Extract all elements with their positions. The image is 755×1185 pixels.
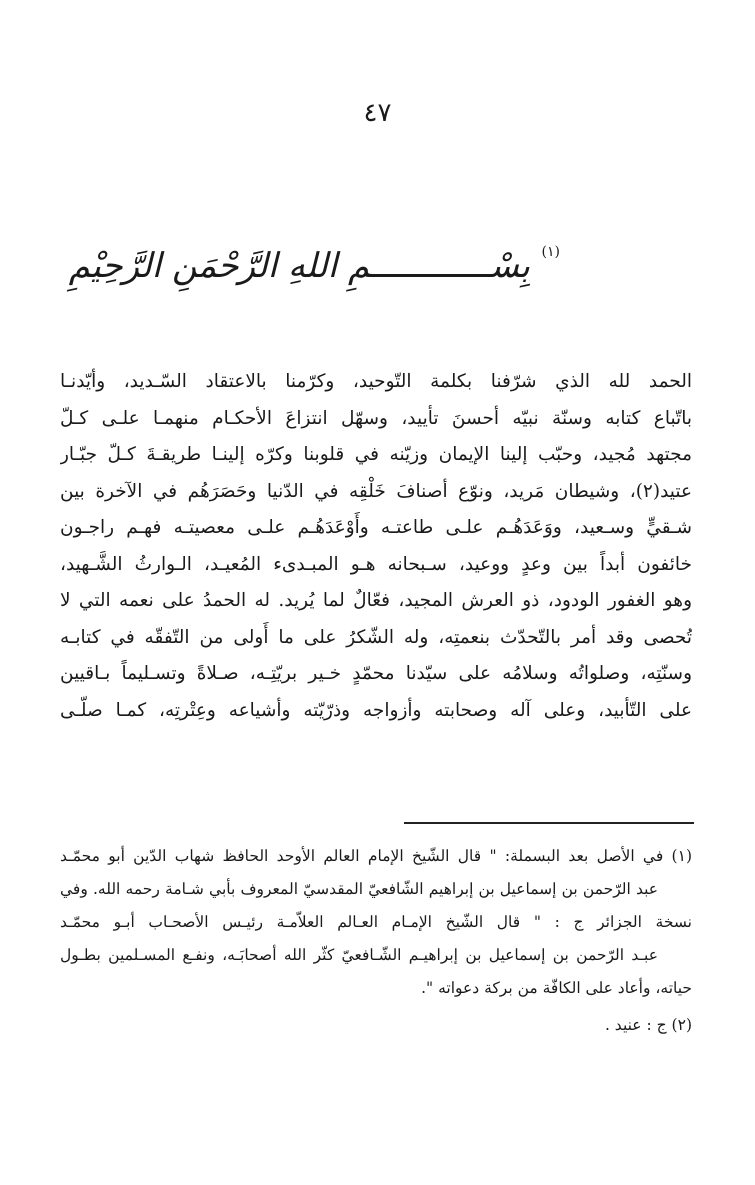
- basmala-calligraphy: بِسْــــــــــــمِ اللهِ الرَّحْمَنِ الرَّحِيْمِ: [68, 246, 530, 286]
- footnote-line: (١) في الأصل بعد البسملة: " قال الشّيخ الإمام العالم الأوحد الحافظ شهاب الدّين أبو محمّـد: [60, 847, 692, 865]
- text-line: خائفون أبداً بين وعدٍ ووعيد، سـبحانه هـو المبـدىء المُعيـد، الـوارثُ الشَّـهيد،: [60, 553, 692, 575]
- footnote-line: عبد الرّحمن بن إسماعيل بن إبراهيم الشّافعيّ المقدسيّ المعروف بأبي شـامة رحمه الله. وفي: [60, 880, 658, 898]
- text-line: باتّباع كتابه وسنّة نبيّه أحسنَ تأييد، وسهّل انتزاعَ الأحكـام منهمـا علـى كـلّ: [60, 407, 692, 429]
- basmala-heading: [68, 238, 560, 302]
- text-line: وسنّتِه، وصلواتُه وسلامُه على سيّدنا محمّدٍ خـير بريّتِـه، صـلاةً وتسـليماً بـاقيين: [60, 663, 692, 684]
- footnote-line: حياته، وأعاد على الكافّة من بركة دعواته ".: [421, 979, 692, 997]
- text-line: الحمد لله الذي شرّفنا بكلمة التّوحيد، وكرّمنا بالاعتقاد السّـديد، وأيّدنـا: [60, 371, 692, 392]
- main-text: [60, 364, 692, 729]
- text-line: وهو الغفور الودود، ذو العرش المجيد، فعّالٌ لما يُريد. له الحمدُ على نعمه التي لا: [60, 590, 692, 611]
- footnote-marker: (١): [541, 244, 560, 260]
- text-line: مجتهد مُجيد، وحبّب إلينا الإيمان وزيّنه في قلوبنا وكرّه إلينـا طريقـةَ كـلّ جبّـار: [60, 444, 692, 465]
- text-line: تُحصى وقد أمر بالتّحدّث بنعمتِه، وله الشّكرُ على ما أَولى من التّفقّه في كتابـه: [60, 626, 692, 648]
- page-number: ٤٧: [363, 98, 392, 128]
- text-line: شـقيٍّ وسـعيد، ووَعَدَهُـم علـى طاعتـه وأَوْعَدَهُـم علـى معصيتـه فهـم راجـون: [60, 517, 692, 538]
- footnote-line: (٢) ج : عنيد .: [604, 1016, 692, 1034]
- footnote-line: عبـد الرّحمن بن إسماعيل بن إبراهيـم الشّـافعيّ كثّر الله أصحابَـه، ونفـع المسـلمين بطـول: [60, 946, 658, 964]
- footnote-divider: [404, 822, 694, 824]
- footnote-line: نسخة الجزائر ج : " قال الشّيخ الإمـام العـالم العلاّمـة رئيـس الأصحـاب أبـو محمّـد: [60, 913, 692, 931]
- text-line: على التّأبيد، وعلى آله وصحابته وأزواجه وذرّيّته وأشياعه وعِتْرتِه، كمـا صلّـى: [60, 699, 692, 721]
- text-line: عتيد(٢)، وشيطان مَريد، ونوّع أصنافَ خَلْقِه في الدّنيا وحَصَرَهُم في الآخرة بين: [60, 480, 692, 502]
- footnotes: [60, 840, 692, 1042]
